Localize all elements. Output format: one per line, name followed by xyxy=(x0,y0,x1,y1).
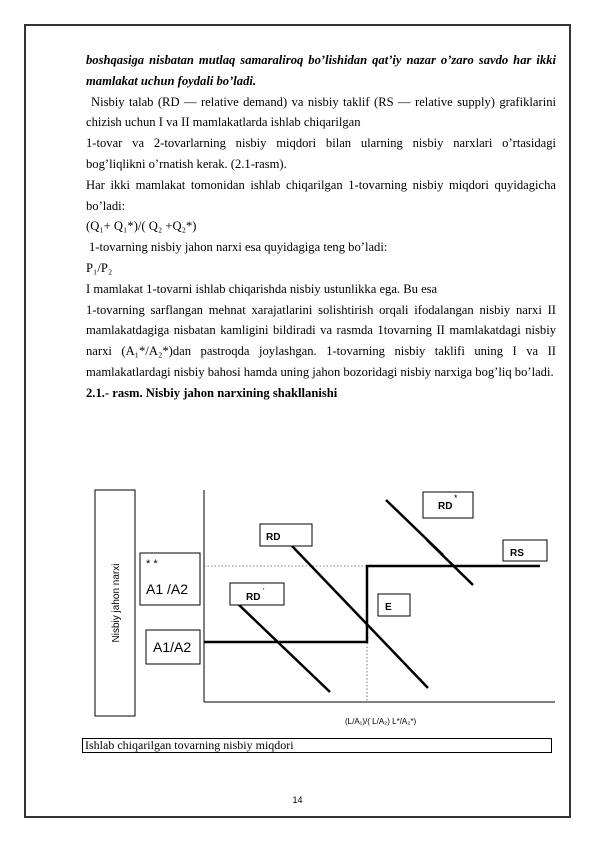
rd-prime-curve xyxy=(238,604,330,692)
label-a-star-marks: * * xyxy=(146,558,158,570)
label-rd-prime: RD xyxy=(246,592,261,603)
page-number: 14 xyxy=(292,795,303,805)
figure-caption: Ishlab chiqarilgan tovarning nisbiy miqdori xyxy=(82,738,552,753)
label-rd: RD xyxy=(266,532,281,543)
label-rd-prime-mark: ' xyxy=(263,587,265,596)
rd-curve xyxy=(292,546,428,688)
label-a: A1/A2 xyxy=(153,639,192,655)
formula-quantity: (Q₁+ Q₁*)/( Q₂ +Q₂*) xyxy=(86,219,197,234)
label-a-star: A1 /A2 xyxy=(146,581,189,597)
formula-price: P₁/P₂ xyxy=(86,260,113,275)
paragraph-8: I mamlakat 1-tovarni ishlab chiqarishda nisbiy ustunlikka ega. Bu esa xyxy=(86,281,438,296)
label-rd-star-mark: * xyxy=(454,493,458,503)
label-rd-star: RD xyxy=(438,501,453,512)
paragraph-2: Nisbiy talab (RD — relative demand) va nisbiy taklif (RS — relative supply) grafiklarini chizish uchun I va II mamlakatlarda ishlab chiqarilgan xyxy=(86,94,556,130)
paragraph-3: 1-tovar va 2-tovarlarning nisbiy miqdori bilan ularning nisbiy narxlari o’rtasidagi bog’liqlikni o’rnatish kerak. (2.1-rasm). xyxy=(86,136,556,171)
rd-star-curve-lower xyxy=(427,540,473,585)
label-e: E xyxy=(385,602,392,613)
label-box-e xyxy=(378,594,410,616)
label-rs: RS xyxy=(510,548,524,559)
paragraph-6: 1-tovarning nisbiy jahon narxi esa quyidagiga teng bo’ladi: xyxy=(89,240,388,255)
paragraph-1: boshqasiga nisbatan mutlaq samaraliroq bo’lishidan qat’iy nazar o’zaro savdo har ikki mamlakat uchun foydali bo’ladi. xyxy=(86,53,556,88)
figure-title: 2.1.- rasm. Nisbiy jahon narxining shakllanishi xyxy=(86,385,338,400)
y-axis-label: Nisbiy jahon narxi xyxy=(111,563,122,643)
paragraph-9: 1-tovarning sarflangan mehnat xarajatlarini solishtirish orqali ifodalangan nisbiy narxi II mamlakatdagiga nisbatan kamligini bildiradi va rasmda 1tovarning II mamlakatdagi nisbiy narxi (A₁*/A₂*)dan pastroqda joylashgan. 1-tovarning nisbiy taklifi uning I va II mamlakatlardagi nisbiy bahosi hamda uning jahon bozoridagi nisbiy narxiga bog’liq bo’ladi. xyxy=(86,302,556,379)
paragraph-4: Har ikki mamlakat tomonidan ishlab chiqarilgan 1-tovarning nisbiy miqdori quyidagicha bo’ladi: xyxy=(86,177,556,213)
x-axis-quantity-label: (L/A₁)/( L/A₂) L*/A₂*) xyxy=(345,717,417,726)
